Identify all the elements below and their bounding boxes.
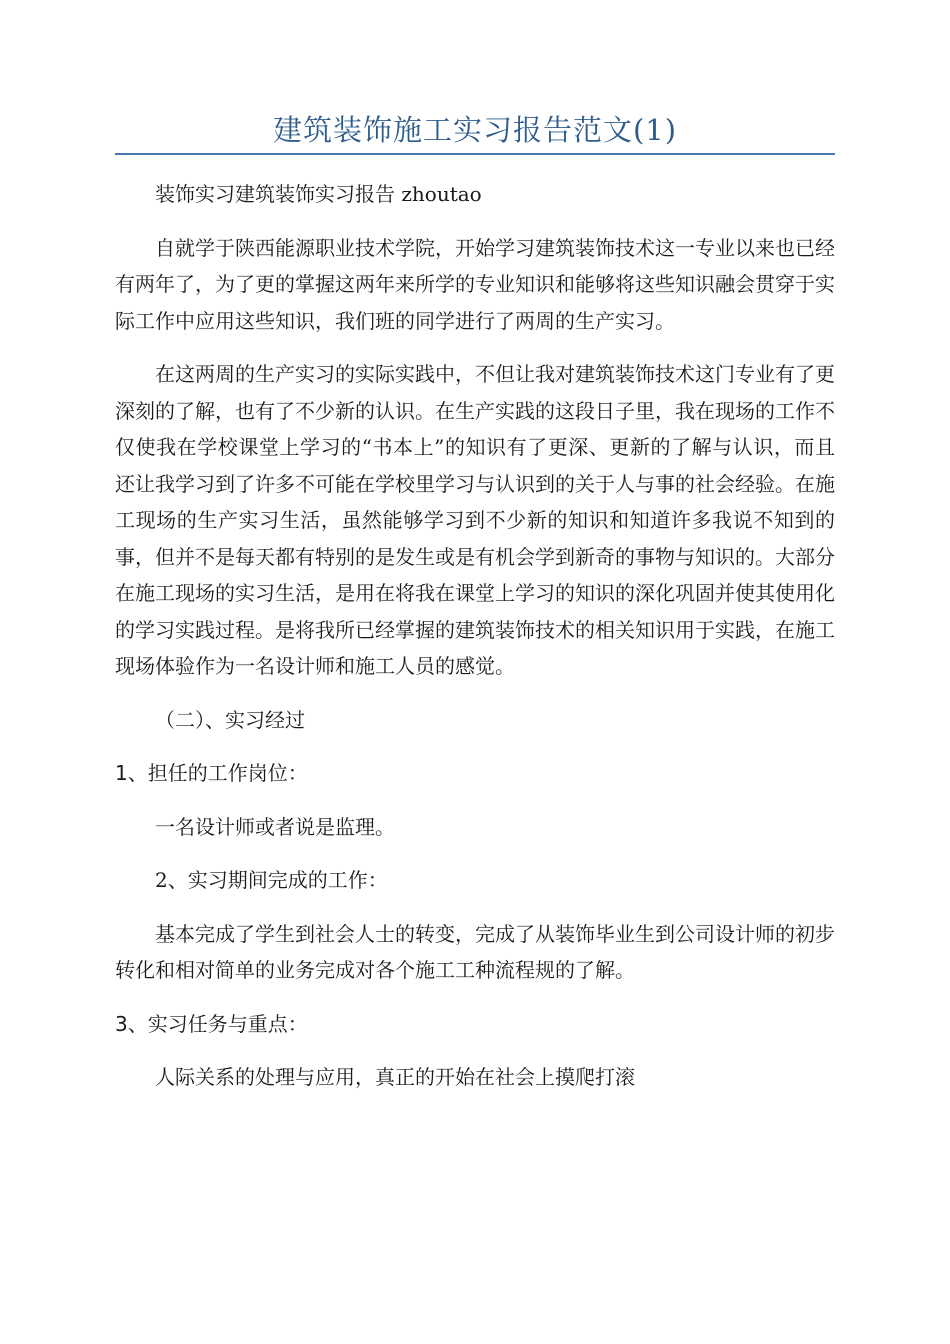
item-1-number: 1、 bbox=[115, 761, 148, 785]
item-1-text: 一名设计师或者说是监理。 bbox=[155, 814, 395, 839]
item-2-text: 基本完成了学生到社会人士的转变，完成了从装饰毕业生到公司设计师的初步转化和相对简单的业务完成对各个施工工种流程规的了解。 bbox=[115, 921, 835, 982]
section-heading-process: （二）、实习经过 bbox=[155, 707, 305, 732]
title-underline bbox=[115, 153, 835, 155]
item-3-text: 人际关系的处理与应用，真正的开始在社会上摸爬打滚 bbox=[155, 1065, 635, 1089]
item-3-number: 3、 bbox=[115, 1011, 148, 1036]
item-3-label: 实习任务与重点： bbox=[147, 1011, 308, 1036]
item-2-heading: 2、实习期间完成的工作： bbox=[155, 868, 388, 892]
document-body bbox=[115, 176, 835, 1113]
item-3-heading bbox=[115, 1006, 835, 1043]
paragraph-subtitle: 装饰实习建筑装饰实习报告 zhoutao bbox=[155, 182, 482, 206]
document-title: 建筑装饰施工实习报告范文(1) bbox=[272, 113, 678, 147]
item-1-heading bbox=[115, 755, 835, 792]
item-1-label: 担任的工作岗位： bbox=[147, 761, 308, 785]
paragraph-practice: 在这两周的生产实习的实际实践中，不但让我对建筑装饰技术这门专业有了更深刻的了解，也有了不少新的认识。在生产实践的这段日子里，我在现场的工作不仅使我在学校课堂上学习的“书本上”的知识有了更深、更新的了解与认识，而且还让我学习到了许多不可能在学校里学习与认识到的关于人与事的社会经验。在施工现场的生产实习生活，虽然能够学习到不少新的知识和知道许多我说不知到的事，但并不是每天都有特别的是发生或是有机会学到新奇的事物与知识的。大部分在施工现场的实习生活，是用在将我在课堂上学习的知识的深化巩固并使其使用化的学习实践过程。是将我所已经掌握的建筑装饰技术的相关知识用于实践，在施工现场体验作为一名设计师和施工人员的感觉。 bbox=[115, 362, 835, 678]
paragraph-intro: 自就学于陕西能源职业技术学院，开始学习建筑装饰技术这一专业以来也已经有两年了，为了更的掌握这两年来所学的专业知识和能够将这些知识融会贯穿于实际工作中应用这些知识，我们班的同学进行了两周的生产实习。 bbox=[115, 235, 835, 333]
